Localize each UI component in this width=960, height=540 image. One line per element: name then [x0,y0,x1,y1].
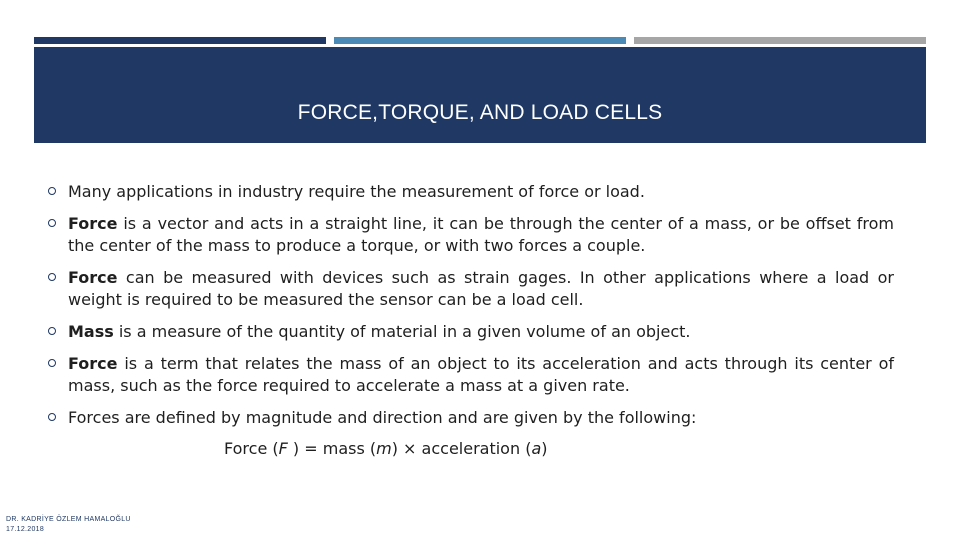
title-band [34,47,926,143]
bullet-item [46,181,894,203]
footer-author: DR. KADRİYE ÖZLEM HAMALOĞLU [6,516,131,523]
formula-part: ) [541,439,548,458]
bullet-item [46,267,894,311]
circle-bullet-icon [48,187,56,195]
circle-bullet-icon [48,273,56,281]
bullet-keyword: Force [68,214,118,233]
circle-bullet-icon [48,327,56,335]
accent-bar-gray [634,37,926,44]
bullet-item [46,321,894,343]
accent-bar-navy [34,37,326,44]
bullet-item [46,407,894,429]
footer [6,515,131,535]
bullet-text: is a term that relates the mass of an object to its acceleration and acts through its center of mass, such as the force required to accelerate a mass at a given rate. [68,354,894,395]
bullet-item [46,353,894,397]
circle-bullet-icon [48,219,56,227]
formula-part: Force ( [224,439,279,458]
formula-part: ) × acceleration ( [391,439,532,458]
bullet-keyword: Force [68,354,118,373]
bullet-text: can be measured with devices such as strain gages. In other applications where a load or weight is required to be measured the sensor can be a load cell. [68,268,894,309]
footer-date: 17.12.2018 [6,526,45,533]
bullet-text: Forces are defined by magnitude and direction and are given by the following: [68,408,697,427]
formula-variable-f: F [278,439,288,458]
force-formula [224,438,548,460]
bullet-text: is a measure of the quantity of material in a given volume of an object. [113,322,691,341]
bullet-keyword: Mass [68,322,114,341]
formula-variable-m: m [376,439,392,458]
circle-bullet-icon [48,359,56,367]
bullet-text: Many applications in industry require the measurement of force or load. [68,182,645,201]
bullet-list [46,181,894,439]
bullet-item [46,213,894,257]
accent-bar-blue [334,37,626,44]
accent-bars [34,37,926,44]
formula-variable-a: a [531,439,542,458]
circle-bullet-icon [48,413,56,421]
formula-part: ) = mass ( [287,439,377,458]
bullet-keyword: Force [68,268,118,287]
bullet-text: is a vector and acts in a straight line, it can be through the center of a mass, or be offset from the center of the mass to produce a torque, or with two forces a couple. [68,214,894,255]
slide-title: FORCE,TORQUE, AND LOAD CELLS [297,101,663,124]
